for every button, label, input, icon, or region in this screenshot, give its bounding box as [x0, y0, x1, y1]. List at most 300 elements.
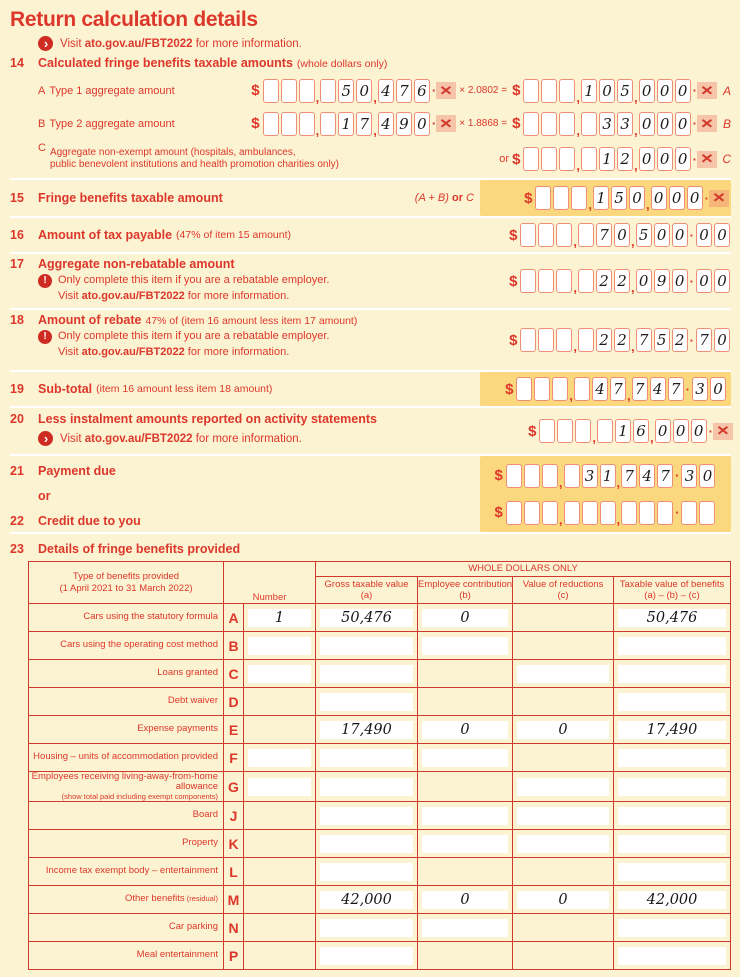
item-19 [10, 370, 731, 406]
table-cell [316, 744, 418, 772]
digit-box[interactable]: 0 [672, 223, 688, 247]
table-cell [244, 830, 316, 858]
digit-box[interactable] [263, 79, 279, 103]
payment-due-field[interactable] [495, 464, 717, 488]
fringe-benefits-taxable-amount-field[interactable] [524, 186, 727, 210]
digit-box[interactable] [657, 501, 673, 525]
digit-box[interactable]: 4 [592, 377, 608, 401]
digit-box[interactable]: 4 [378, 112, 394, 136]
digit-box[interactable]: 1 [599, 147, 615, 171]
item-21-number: 21 [10, 464, 24, 478]
digit-box[interactable] [578, 328, 594, 352]
row-label: Employees receiving living-away-from-home allowance (show total paid including exempt components) [29, 772, 224, 802]
digit-box[interactable]: 0 [599, 79, 615, 103]
item-21-22 [10, 454, 731, 532]
instalment-amounts-field[interactable] [528, 419, 731, 443]
visit-link[interactable]: ato.gov.au/FBT2022 [84, 37, 193, 50]
table-cell [244, 632, 316, 660]
table-input-box[interactable] [422, 749, 508, 767]
table-input-box[interactable] [517, 665, 609, 683]
table-input-box[interactable]: 42,000 [320, 891, 413, 909]
digit-box[interactable]: 6 [633, 419, 649, 443]
digit-box[interactable]: 0 [669, 186, 685, 210]
digit-box[interactable]: 2 [614, 328, 630, 352]
digit-box[interactable]: 0 [655, 419, 671, 443]
digit-box[interactable]: 0 [639, 112, 655, 136]
table-cell [316, 688, 418, 716]
table-cell [316, 604, 418, 632]
digit-box[interactable] [552, 377, 568, 401]
digit-box[interactable]: 0 [657, 112, 673, 136]
digit-box[interactable]: 0 [651, 186, 667, 210]
row-letter: E [224, 716, 244, 744]
comma-separator: , [315, 89, 320, 105]
digit-box[interactable]: 9 [396, 112, 412, 136]
digit-box[interactable]: 0 [673, 419, 689, 443]
digit-box[interactable] [520, 328, 536, 352]
digit-box[interactable]: 5 [611, 186, 627, 210]
digit-box[interactable]: 7 [636, 328, 652, 352]
digit-box[interactable]: 2 [672, 328, 688, 352]
table-input-box[interactable]: 0 [517, 721, 609, 739]
item-17 [10, 252, 731, 308]
row-a-letter: A [38, 84, 46, 97]
table-input-box[interactable]: 1 [248, 609, 311, 627]
table-row-L [29, 858, 731, 886]
digit-box[interactable]: 3 [617, 112, 633, 136]
table-input-box[interactable] [422, 807, 508, 825]
table-row-G [29, 772, 731, 802]
dollar-sign: $ [494, 504, 503, 521]
cents-digit-box[interactable]: 0 [696, 269, 712, 293]
table-input-box[interactable] [618, 693, 726, 711]
table-cell [418, 632, 513, 660]
table-cell [244, 858, 316, 886]
table-input-box[interactable] [618, 835, 726, 853]
cents-digit-box[interactable]: 0 [714, 328, 730, 352]
table-cell [614, 716, 731, 744]
digit-box[interactable] [523, 79, 539, 103]
digit-box[interactable] [281, 112, 297, 136]
digit-box[interactable] [574, 377, 590, 401]
table-input-box[interactable] [618, 947, 726, 965]
digit-box[interactable]: 1 [581, 79, 597, 103]
crossed-cents-icon: ✕ [713, 423, 733, 440]
table-input-box[interactable] [320, 665, 413, 683]
cents-digit-box[interactable]: 3 [681, 464, 697, 488]
table-input-box[interactable] [618, 778, 726, 796]
dollar-sign: $ [528, 422, 537, 440]
digit-box[interactable]: 2 [617, 147, 633, 171]
digit-box[interactable] [582, 501, 598, 525]
digit-box[interactable] [539, 419, 555, 443]
digit-box[interactable]: 0 [639, 79, 655, 103]
row-label: Income tax exempt body – entertainment [29, 858, 224, 886]
dollar-sign: $ [509, 226, 518, 244]
cents-digit-box[interactable]: 0 [714, 269, 730, 293]
digit-box[interactable] [581, 112, 597, 136]
table-cell [614, 886, 731, 914]
page-title: Return calculation details [10, 8, 258, 31]
decimal-dot: · [431, 83, 437, 98]
table-input-box[interactable] [422, 835, 508, 853]
digit-box[interactable]: 0 [414, 112, 430, 136]
digit-box[interactable]: 0 [675, 112, 691, 136]
cents-digit-box[interactable]: 0 [710, 377, 726, 401]
crossed-cents-icon: ✕ [697, 82, 717, 99]
table-cell [614, 830, 731, 858]
digit-box[interactable] [564, 501, 580, 525]
type2-grossed-up-amount-field[interactable] [512, 112, 715, 136]
table-cell [418, 660, 513, 688]
digit-box[interactable] [575, 419, 591, 443]
digit-box[interactable] [524, 464, 540, 488]
table-cell [244, 744, 316, 772]
digit-box[interactable] [600, 501, 616, 525]
comma-separator: , [646, 197, 650, 212]
item-15-heading: Fringe benefits taxable amount [38, 191, 223, 205]
digit-box[interactable]: 7 [610, 377, 626, 401]
cents-digit-box[interactable] [681, 501, 697, 525]
digit-box[interactable]: 0 [675, 79, 691, 103]
dollar-sign: $ [512, 150, 521, 168]
item-15-number: 15 [10, 191, 24, 205]
digit-box[interactable]: 0 [629, 186, 645, 210]
digit-box[interactable] [639, 501, 655, 525]
table-input-box[interactable] [320, 835, 413, 853]
table-input-box[interactable] [248, 637, 311, 655]
digit-box[interactable]: 0 [657, 147, 673, 171]
digit-box[interactable] [542, 501, 558, 525]
table-input-box[interactable] [320, 693, 413, 711]
visit-link[interactable]: ato.gov.au/FBT2022 [81, 290, 185, 302]
table-input-box[interactable] [320, 919, 413, 937]
table-input-box[interactable]: 0 [517, 891, 609, 909]
row-letter: A [224, 604, 244, 632]
value-column-header: Employee contribution (b) [418, 577, 513, 604]
table-input-box[interactable]: 0 [422, 609, 508, 627]
digit-box[interactable]: 5 [654, 328, 670, 352]
digit-box[interactable] [263, 112, 279, 136]
digit-box[interactable] [559, 112, 575, 136]
table-input-box[interactable] [320, 947, 413, 965]
digit-box[interactable] [320, 79, 336, 103]
subtotal-amount-field[interactable] [505, 377, 727, 401]
table-input-box[interactable] [422, 637, 508, 655]
table-input-box[interactable] [320, 778, 413, 796]
digit-box[interactable] [541, 112, 557, 136]
digit-box[interactable]: 7 [356, 112, 372, 136]
digit-box[interactable] [523, 147, 539, 171]
table-row-C [29, 660, 731, 688]
table-input-box[interactable]: 17,490 [618, 721, 726, 739]
row-label: Property [29, 830, 224, 858]
table-input-box[interactable]: 0 [422, 891, 508, 909]
comma-separator: , [631, 234, 635, 249]
item-18-number: 18 [10, 313, 24, 327]
aggregate-non-exempt-amount-field[interactable] [512, 147, 715, 171]
row-label: Cars using the operating cost method [29, 632, 224, 660]
digit-box[interactable]: 7 [596, 223, 612, 247]
table-input-box[interactable] [618, 637, 726, 655]
digit-box[interactable] [281, 79, 297, 103]
comma-separator: , [634, 89, 638, 105]
table-input-box[interactable] [517, 807, 609, 825]
comma-separator: , [573, 280, 578, 295]
warning-icon: ! [38, 274, 52, 288]
table-cell [244, 688, 316, 716]
comma-separator: , [634, 122, 638, 138]
cents-digit-box[interactable]: 0 [696, 223, 712, 247]
table-input-box[interactable] [422, 919, 508, 937]
table-input-box[interactable] [320, 749, 413, 767]
digit-box[interactable] [578, 223, 594, 247]
table-cell [316, 660, 418, 688]
digit-box[interactable] [553, 186, 569, 210]
table-input-box[interactable]: 0 [422, 721, 508, 739]
table-input-box[interactable] [320, 637, 413, 655]
table-cell [316, 830, 418, 858]
item-18-note: 47% of (item 16 amount less item 17 amount) [145, 315, 358, 327]
digit-box[interactable] [520, 269, 536, 293]
digit-box[interactable]: 1 [615, 419, 631, 443]
row-letter: C [224, 660, 244, 688]
table-cell [418, 744, 513, 772]
credit-due-field[interactable] [495, 501, 717, 525]
cents-digit-box[interactable] [699, 501, 715, 525]
row-label: Loans granted [29, 660, 224, 688]
digit-box[interactable] [506, 501, 522, 525]
cents-digit-box[interactable]: 7 [696, 328, 712, 352]
table-cell [614, 688, 731, 716]
table-input-box[interactable]: 42,000 [618, 891, 726, 909]
table-input-box[interactable]: 50,476 [618, 609, 726, 627]
visit-link[interactable]: ato.gov.au/FBT2022 [81, 346, 185, 358]
value-column-header: Taxable value of benefits (a) – (b) – (c) [614, 577, 731, 604]
digit-box[interactable] [516, 377, 532, 401]
digit-box[interactable] [621, 501, 637, 525]
visit-text: Visit ato.gov.au/FBT2022 for more information. [60, 37, 302, 50]
digit-box[interactable]: 5 [338, 79, 354, 103]
table-input-box[interactable] [618, 919, 726, 937]
digit-box[interactable]: 2 [614, 269, 630, 293]
table-cell [316, 632, 418, 660]
value-column-header: Gross taxable value (a) [316, 577, 418, 604]
decimal-dot: · [708, 423, 713, 439]
digit-box[interactable] [578, 269, 594, 293]
item-19-note: (item 16 amount less item 18 amount) [96, 383, 273, 395]
digit-box[interactable] [556, 328, 572, 352]
item-19-number: 19 [10, 382, 24, 396]
table-row-D [29, 688, 731, 716]
decimal-dot: · [689, 227, 694, 243]
table-input-box[interactable] [517, 835, 609, 853]
table-cell [316, 942, 418, 970]
table-cell [513, 942, 614, 970]
table-row-K [29, 830, 731, 858]
digit-box[interactable]: 0 [639, 147, 655, 171]
digit-box[interactable]: 1 [600, 464, 616, 488]
digit-box[interactable]: 0 [614, 223, 630, 247]
cents-digit-box[interactable]: 0 [714, 223, 730, 247]
comma-separator: , [631, 280, 635, 295]
digit-box[interactable] [559, 79, 575, 103]
dollar-sign: $ [509, 272, 518, 290]
digit-box[interactable] [506, 464, 522, 488]
row-a-label: Type 1 aggregate amount [49, 84, 175, 97]
digit-box[interactable]: 4 [378, 79, 394, 103]
type1-aggregate-amount-field[interactable] [251, 79, 454, 103]
row-letter: J [224, 802, 244, 830]
cents-digit-box[interactable]: 3 [692, 377, 708, 401]
item-16-number: 16 [10, 228, 24, 242]
digit-box[interactable]: 3 [599, 112, 615, 136]
type1-grossed-up-amount-field[interactable] [512, 79, 715, 103]
digit-box[interactable] [542, 464, 558, 488]
table-input-box[interactable]: 50,476 [320, 609, 413, 627]
table-input-box[interactable] [248, 749, 311, 767]
table-row-B [29, 632, 731, 660]
item-14-number: 14 [10, 56, 24, 70]
digit-box[interactable] [556, 269, 572, 293]
comma-separator: , [616, 511, 621, 527]
digit-box[interactable] [541, 147, 557, 171]
digit-box[interactable]: 2 [596, 328, 612, 352]
comma-separator: , [373, 89, 377, 105]
digit-box[interactable] [299, 112, 315, 136]
digit-box[interactable]: 7 [632, 377, 648, 401]
table-cell [244, 886, 316, 914]
item-20-number: 20 [10, 412, 24, 426]
digit-box[interactable]: 7 [668, 377, 684, 401]
item-23 [10, 532, 731, 558]
digit-box[interactable]: 0 [657, 79, 673, 103]
digit-box[interactable] [524, 501, 540, 525]
item-23-number: 23 [10, 542, 24, 556]
table-input-box[interactable]: 17,490 [320, 721, 413, 739]
comma-separator: , [576, 158, 581, 173]
type2-aggregate-amount-field[interactable] [251, 112, 454, 136]
digit-box[interactable]: 0 [691, 419, 707, 443]
digit-box[interactable]: 5 [636, 223, 652, 247]
digit-box[interactable]: 1 [338, 112, 354, 136]
digit-box[interactable]: 0 [672, 269, 688, 293]
table-cell [244, 660, 316, 688]
digit-box[interactable]: 0 [636, 269, 652, 293]
digit-box[interactable]: 7 [657, 464, 673, 488]
table-input-box[interactable] [517, 778, 609, 796]
digit-box[interactable] [538, 269, 554, 293]
digit-box[interactable]: 4 [639, 464, 655, 488]
digit-box[interactable] [559, 147, 575, 171]
digit-box[interactable] [556, 223, 572, 247]
row-label: Housing – units of accommodation provided [29, 744, 224, 772]
comma-separator: , [627, 388, 631, 403]
digit-box[interactable]: 0 [654, 223, 670, 247]
digit-box[interactable]: 7 [396, 79, 412, 103]
table-input-box[interactable] [618, 749, 726, 767]
comma-separator: , [569, 388, 574, 403]
digit-box[interactable] [571, 186, 587, 210]
comma-separator: , [576, 122, 581, 138]
comma-separator: , [315, 122, 320, 138]
digit-box[interactable]: 9 [654, 269, 670, 293]
digit-box[interactable] [581, 147, 597, 171]
digit-box[interactable] [320, 112, 336, 136]
decimal-dot: · [692, 151, 697, 167]
digit-box[interactable] [299, 79, 315, 103]
visit-link[interactable]: ato.gov.au/FBT2022 [84, 432, 193, 445]
item-15-formula: (A + B) or C [414, 192, 474, 204]
table-row-J [29, 802, 731, 830]
rebate-amount-field[interactable] [509, 328, 731, 352]
digit-box[interactable]: 0 [356, 79, 372, 103]
table-cell [513, 802, 614, 830]
chevron-circle-icon: › [38, 36, 53, 51]
digit-box[interactable]: 0 [675, 147, 691, 171]
digit-box[interactable]: 4 [650, 377, 666, 401]
digit-box[interactable]: 5 [617, 79, 633, 103]
crossed-cents-icon: ✕ [436, 82, 456, 99]
tax-payable-amount-field[interactable] [509, 223, 731, 247]
decimal-dot: · [431, 116, 437, 131]
digit-box[interactable] [520, 223, 536, 247]
aggregate-non-rebatable-amount-field[interactable] [509, 269, 731, 293]
digit-box[interactable] [597, 419, 613, 443]
item-15-gold-band [480, 180, 731, 216]
digit-box[interactable]: 1 [593, 186, 609, 210]
digit-box[interactable]: 7 [621, 464, 637, 488]
ref-letter-b: B [722, 116, 731, 131]
table-cell [316, 802, 418, 830]
table-cell [614, 858, 731, 886]
digit-box[interactable] [538, 223, 554, 247]
table-input-box[interactable] [618, 863, 726, 881]
table-input-box[interactable] [320, 863, 413, 881]
dollar-sign: $ [505, 380, 514, 398]
table-input-box[interactable] [618, 665, 726, 683]
table-input-box[interactable] [618, 807, 726, 825]
digit-box[interactable]: 2 [596, 269, 612, 293]
digit-box[interactable]: 3 [582, 464, 598, 488]
cents-digit-box[interactable]: 0 [699, 464, 715, 488]
item-21-heading: Payment due [38, 464, 116, 478]
item-14b-row [10, 107, 731, 140]
item-22-heading: Credit due to you [38, 514, 141, 528]
digit-box[interactable] [523, 112, 539, 136]
digit-box[interactable] [541, 79, 557, 103]
table-cell [513, 716, 614, 744]
table-cell [418, 802, 513, 830]
table-input-box[interactable] [320, 807, 413, 825]
table-row-P [29, 942, 731, 970]
digit-box[interactable] [538, 328, 554, 352]
dollar-sign: $ [512, 115, 521, 132]
fringe-benefits-table [28, 561, 731, 970]
table-cell [418, 604, 513, 632]
row-label: Board [29, 802, 224, 830]
table-cell [316, 886, 418, 914]
digit-box[interactable] [534, 377, 550, 401]
digit-box[interactable]: 0 [687, 186, 703, 210]
table-input-box[interactable] [248, 665, 311, 683]
comma-separator: , [634, 158, 638, 173]
digit-box[interactable]: 6 [414, 79, 430, 103]
digit-box[interactable] [557, 419, 573, 443]
table-input-box[interactable] [248, 778, 311, 796]
digit-box[interactable] [535, 186, 551, 210]
digit-box[interactable] [564, 464, 580, 488]
